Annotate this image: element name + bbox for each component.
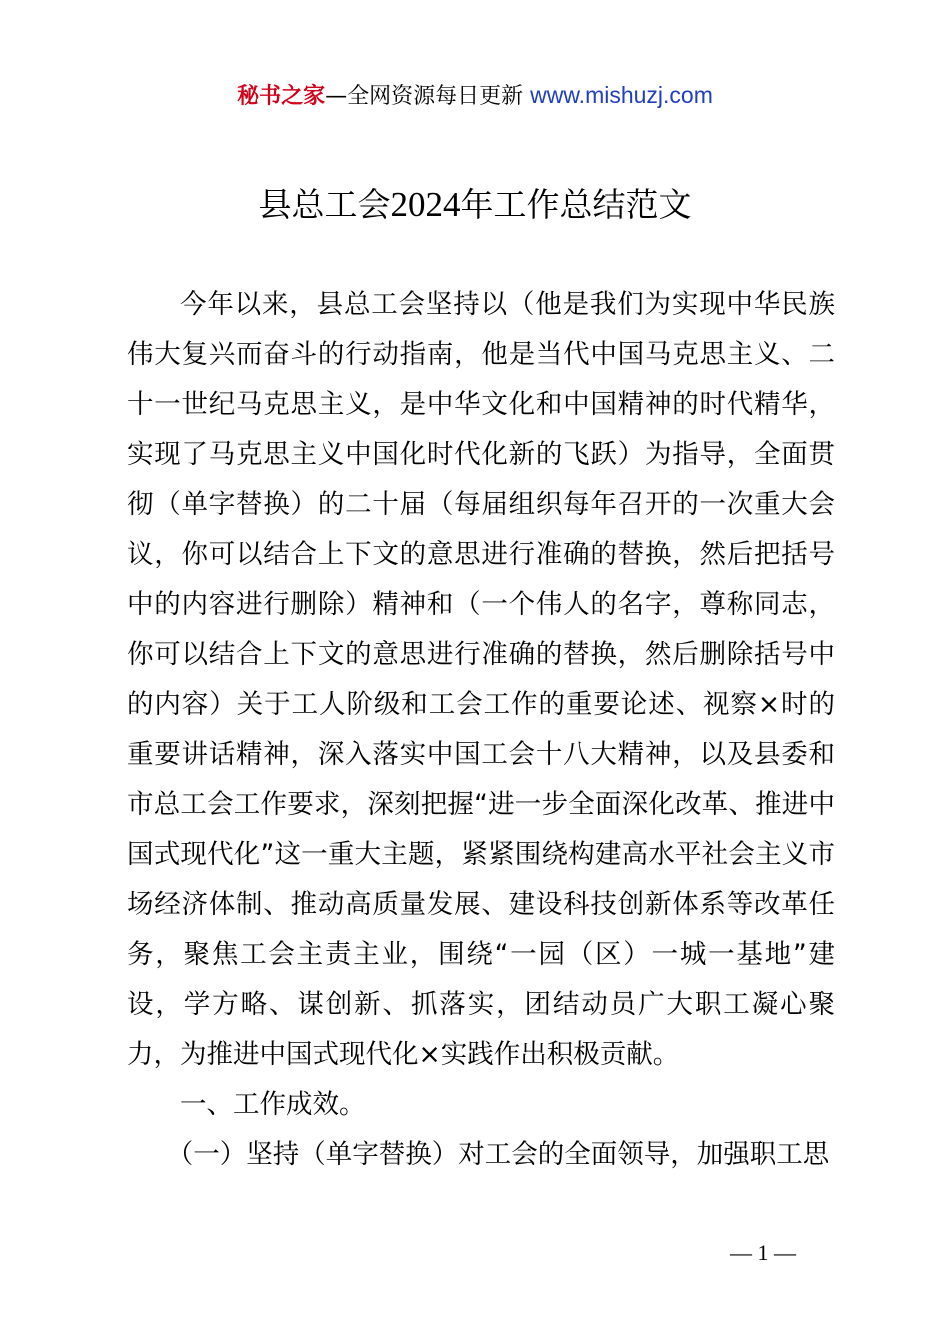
title-year: 2024 [390, 185, 461, 224]
title-suffix: 年工作总结范文 [460, 185, 692, 224]
site-header [0, 80, 950, 112]
site-tagline: —全网资源每日更新 [325, 84, 524, 109]
title-prefix: 县总工会 [258, 185, 391, 224]
page-number: — 1 — [730, 1240, 796, 1265]
section-heading: 一、工作成效。 [180, 1089, 366, 1120]
document-title [0, 183, 950, 227]
site-url-link[interactable]: www.mishuzj.com [530, 82, 713, 108]
paragraph-intro: 今年以来，县总工会坚持以（他是我们为实现中华民族伟大复兴而奋斗的行动指南，他是当代中国马克思主义、二十一世纪马克思主义，是中华文化和中国精神的时代精华，实现了马克思主义中国化时代化新的飞跃）为指导，全面贯彻（单字替换）的二十届（每届组织每年召开的一次重大会议，你可以结合上下文的意思进行准确的替换，然后把括号中的内容进行删除）精神和（一个伟人的名字，尊称同志，你可以结合上下文的意思进行准确的替换，然后删除括号中的内容）关于工人阶级和工会工作的重要论述、视察×时的重要讲话精神，深入落实中国工会十八大精神，以及县委和市总工会工作要求，深刻把握“进一步全面深化改革、推进中国式现代化”这一重大主题，紧紧围绕构建高水平社会主义市场经济体制、推动高质量发展、建设科技创新体系等改革任务，聚焦工会主责主业，围绕“一园（区）一城一基地”建设，学方略、谋创新、抓落实，团结动员广大职工凝心聚力，为推进中国式现代化×实践作出积极贡献。 [127, 289, 835, 1070]
paragraph-subsection: （一）坚持（单字替换）对工会的全面领导，加强职工思 [166, 1139, 830, 1170]
site-brand: 秘书之家 [237, 84, 326, 109]
